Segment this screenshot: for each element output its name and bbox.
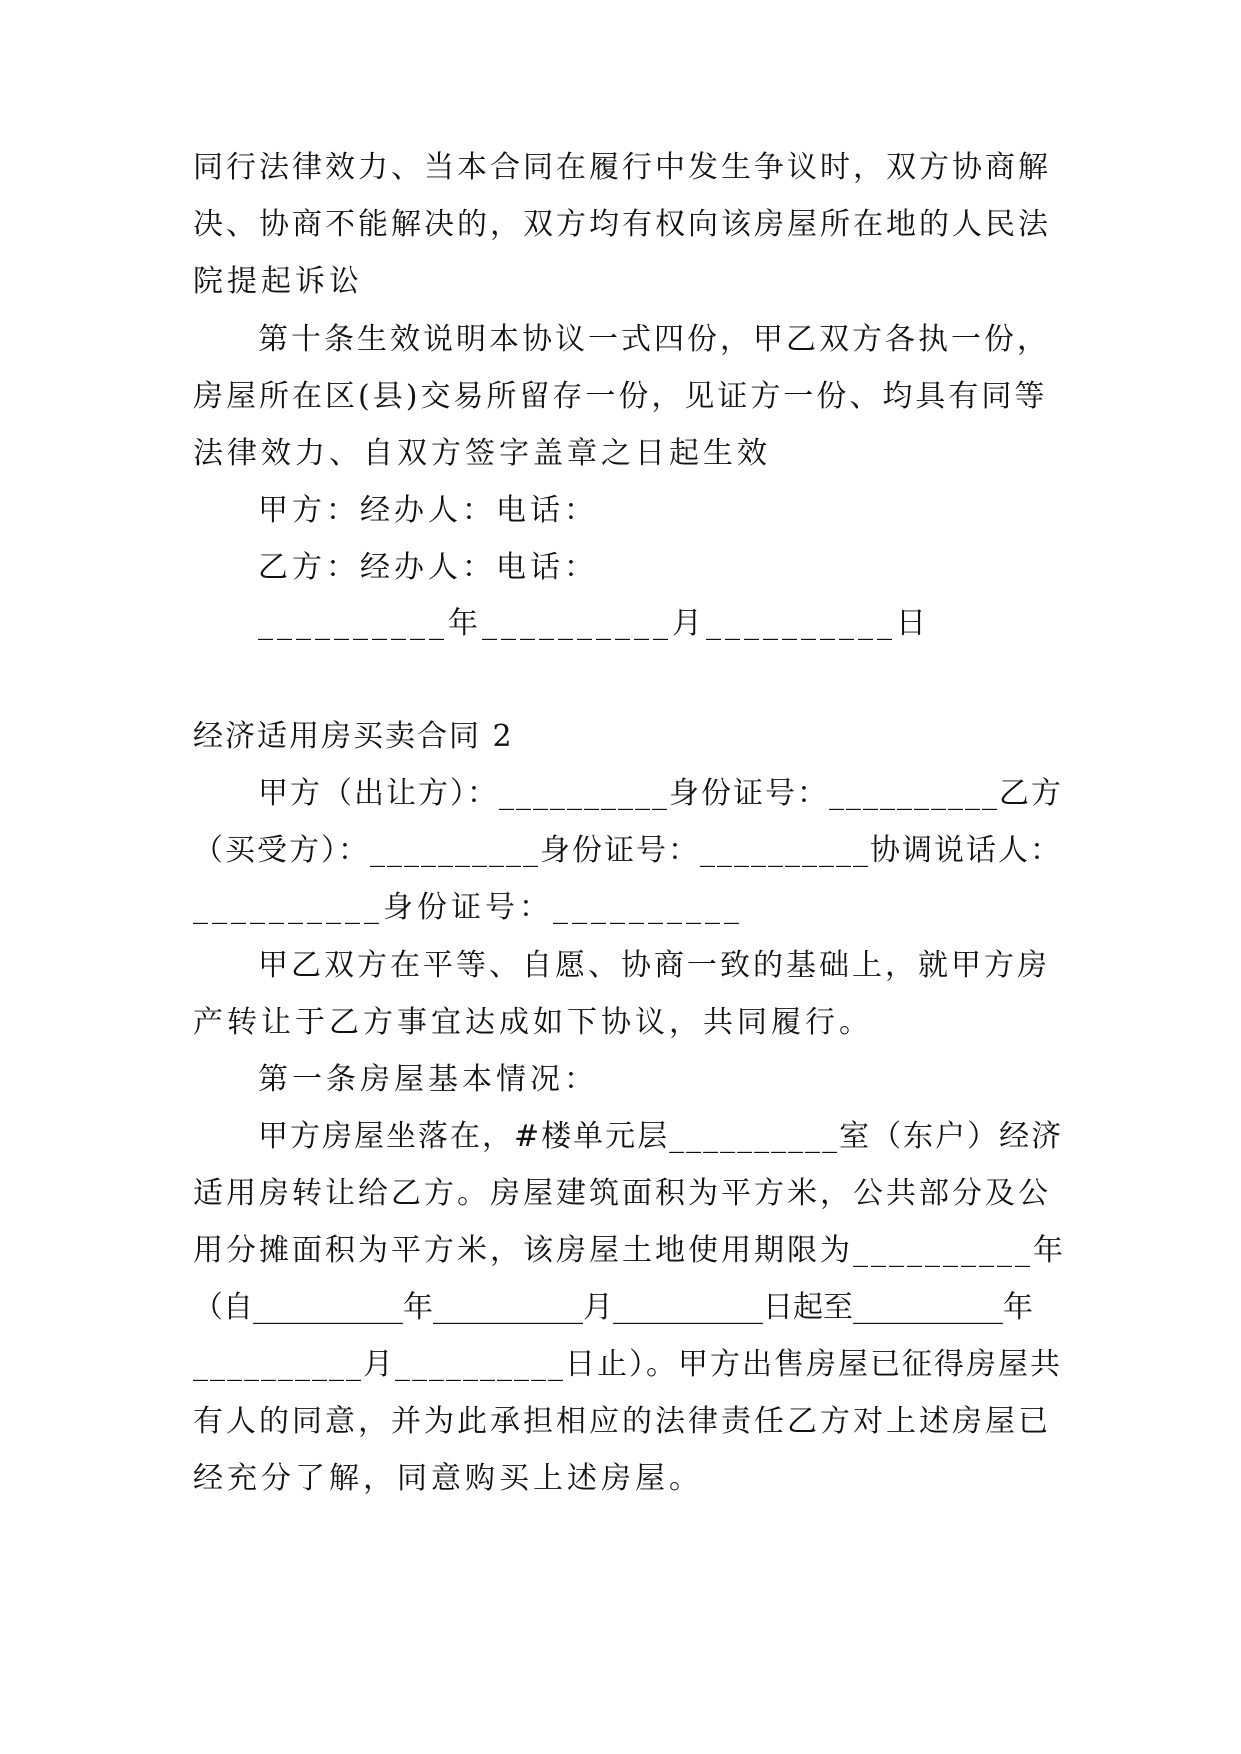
paragraph-line: 经充分了解，同意购买上述房屋。 bbox=[193, 1461, 703, 1496]
paragraph-line: __________月__________日止）。甲方出售房屋已征得房屋共 bbox=[193, 1347, 1062, 1382]
paragraph-line: __________身份证号：__________ bbox=[193, 890, 743, 925]
paragraph-line: （自__________年__________月__________日起至__________年 bbox=[193, 1290, 1033, 1325]
paragraph-line: 甲方房屋坐落在，#楼单元层__________室（东户）经济 bbox=[258, 1119, 1064, 1154]
paragraph-line: 房屋所在区(县)交易所留存一份，见证方一份、均具有同等 bbox=[193, 379, 1048, 414]
section-title: 经济适用房买卖合同 2 bbox=[193, 719, 514, 754]
paragraph-line: 同行法律效力、当本合同在履行中发生争议时，双方协商解 bbox=[193, 150, 1051, 185]
paragraph-line: 适用房转让给乙方。房屋建筑面积为平方米，公共部分及公 bbox=[193, 1176, 1051, 1211]
paragraph-line: （买受方）：__________身份证号：__________协调说话人： bbox=[193, 833, 1062, 868]
paragraph-line: 用分摊面积为平方米，该房屋土地使用期限为__________年 bbox=[193, 1233, 1066, 1268]
paragraph-line: 产转让于乙方事宜达成如下协议，共同履行。 bbox=[193, 1005, 873, 1040]
paragraph-line: 法律效力、自双方签字盖章之日起生效 bbox=[193, 436, 771, 471]
paragraph-line: 第十条生效说明本协议一式四份，甲乙双方各执一份， bbox=[258, 322, 1050, 357]
article-heading: 第一条房屋基本情况： bbox=[258, 1062, 598, 1097]
paragraph-line: 甲方（出让方）：__________身份证号：__________乙方 bbox=[258, 776, 1063, 811]
paragraph-line: 有人的同意，并为此承担相应的法律责任乙方对上述房屋已 bbox=[193, 1404, 1051, 1439]
signature-line-party-a: 甲方：经办人：电话： bbox=[258, 493, 598, 528]
paragraph-line: 甲乙双方在平等、自愿、协商一致的基础上，就甲方房 bbox=[258, 948, 1050, 983]
paragraph-line: 院提起诉讼 bbox=[193, 264, 363, 299]
paragraph-line: 决、协商不能解决的，双方均有权向该房屋所在地的人民法 bbox=[193, 207, 1051, 242]
signature-line-party-b: 乙方：经办人：电话： bbox=[258, 550, 598, 585]
date-line: __________年__________月__________日 bbox=[258, 606, 930, 641]
